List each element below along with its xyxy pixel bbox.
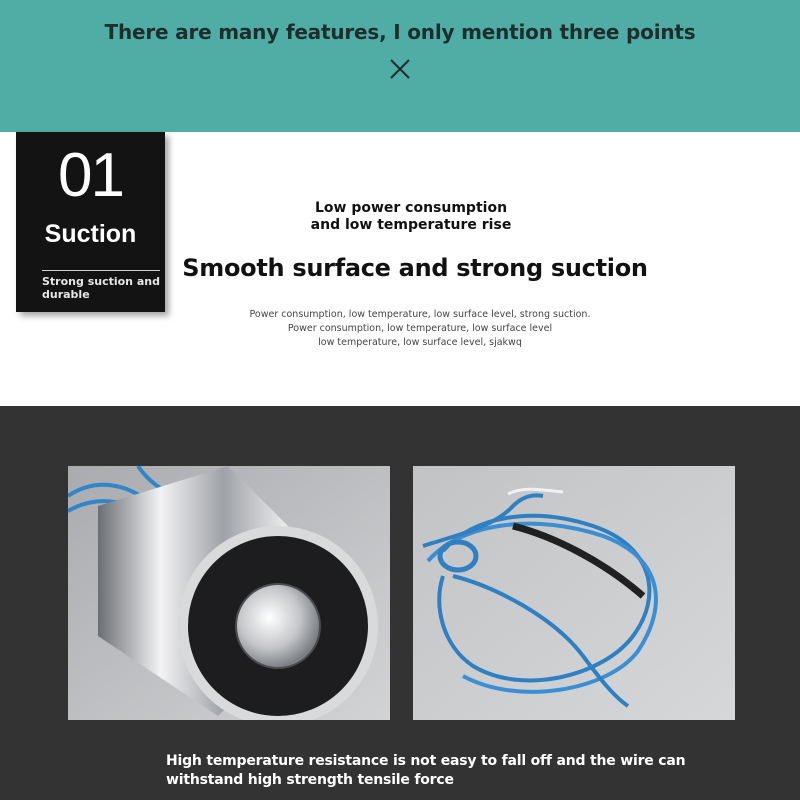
feature-badge: [16, 132, 165, 312]
electromagnet-photo: [68, 466, 390, 720]
feature-label: Suction: [44, 220, 137, 248]
badge-divider: [42, 270, 160, 271]
top-banner: [0, 0, 800, 132]
description: [240, 308, 600, 350]
feature-subtitle: Strong suction and durable: [42, 275, 160, 301]
blue-wire-photo: [413, 466, 735, 720]
description-line-2: Power consumption, low temperature, low surface level: [287, 323, 553, 334]
headline-small-line-2: and low temperature rise: [310, 217, 512, 233]
description-line-3: low temperature, low surface level, sjakwq: [318, 337, 522, 348]
description-line-1: Power consumption, low temperature, low surface level, strong suction.: [249, 309, 591, 320]
bottom-caption-line-1: High temperature resistance is not easy to fall off and the wire can: [166, 753, 686, 769]
bottom-caption-line-2: withstand high strength tensile force: [166, 772, 454, 788]
close-icon[interactable]: [388, 57, 412, 81]
headline-small-line-1: Low power consumption: [314, 200, 508, 216]
headline-small: [290, 200, 532, 234]
bottom-caption: [166, 752, 706, 790]
feature-number: 01: [58, 141, 123, 210]
banner-title: There are many features, I only mention three points: [104, 20, 696, 44]
headline-big: Smooth surface and strong suction: [182, 254, 648, 282]
